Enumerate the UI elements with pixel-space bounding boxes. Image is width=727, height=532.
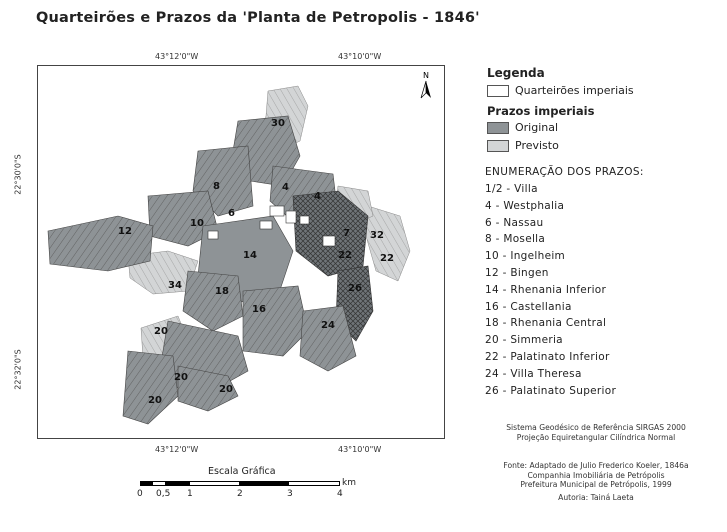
coord-bottom-left: 43°12'0"W: [155, 445, 199, 454]
enumeration-item: 22 - Palatinato Inferior: [485, 350, 610, 363]
credits-source: [478, 461, 714, 490]
enumeration-item: 26 - Palatinato Superior: [485, 384, 617, 397]
map-title: Quarteirões e Prazos da 'Planta de Petropolis - 1846': [36, 10, 480, 26]
enumeration-item: 14 - Rhenania Inferior: [485, 283, 607, 296]
map-label: 10: [190, 218, 204, 229]
credits-line: Companhia Imobiliária de Petrópolis: [527, 470, 665, 480]
previsto-swatch: [487, 140, 509, 152]
legend-previsto-row: [487, 139, 559, 152]
credits-line: Fonte: Adaptado de Julio Frederico Koeler, 1846a: [503, 461, 689, 470]
map-label: 22: [380, 253, 394, 264]
map-label: 22: [338, 250, 352, 261]
enumeration-item: 24 - Villa Theresa: [485, 367, 582, 380]
map-label: 34: [168, 280, 182, 291]
map-label: 4: [282, 182, 289, 193]
map-frame[interactable]: [37, 65, 445, 439]
map-label: 32: [370, 230, 384, 241]
enumeration-item: 12 - Bingen: [485, 266, 549, 279]
map-label: 6: [228, 208, 235, 219]
scale-tick: 2: [237, 489, 243, 499]
enumeration-item: 10 - Ingelheim: [485, 250, 566, 263]
map-label: 20: [148, 395, 162, 406]
scale-bar: [140, 481, 340, 486]
enumeration-item: 18 - Rhenania Central: [485, 317, 607, 330]
scale-unit: km: [342, 478, 356, 488]
enumeration-title: ENUMERAÇÃO DOS PRAZOS:: [485, 166, 644, 178]
map-canvas: [38, 66, 444, 438]
map-label: 14: [243, 250, 257, 261]
enumeration-item: 8 - Mosella: [485, 233, 546, 246]
coord-left-bottom: 22°32'0"S: [13, 349, 23, 390]
legend-prazos-title: Prazos imperiais: [487, 104, 595, 118]
scale-tick: 0: [137, 489, 143, 499]
credits-line: Projeção Equiretangular Cilíndrica Normal: [516, 432, 676, 442]
map-label: 20: [219, 384, 233, 395]
map-label: 18: [215, 286, 229, 297]
scale-label: Escala Gráfica: [208, 466, 276, 477]
credits-author: Autoria: Tainá Laeta: [558, 493, 634, 502]
map-label: 30: [271, 118, 285, 129]
scale-tick: 1: [187, 489, 193, 499]
enumeration-item: 1/2 - Villa: [485, 183, 538, 195]
credits-crs: [478, 423, 714, 442]
original-swatch: [487, 122, 509, 134]
original-areas: [48, 116, 373, 424]
credits-line: Prefeitura Municipal de Petrópolis, 1999: [520, 480, 672, 489]
map-label: 20: [174, 372, 188, 383]
map-label: 26: [348, 283, 362, 294]
enumeration-item: 4 - Westphalia: [485, 199, 565, 212]
north-label: N: [423, 71, 429, 80]
legend-title: Legenda: [487, 66, 545, 80]
scale-tick: 0,5: [156, 489, 171, 499]
map-label: 12: [118, 226, 132, 237]
legend-previsto-label: Previsto: [515, 139, 559, 152]
map-label: 8: [213, 181, 220, 192]
enumeration-list: [485, 181, 616, 399]
scale-tick: 3: [287, 489, 293, 499]
map-label: 24: [321, 320, 335, 331]
blocks-swatch: [487, 85, 509, 97]
enumeration-item: 16 - Castellania: [485, 300, 572, 313]
map-label: 7: [343, 228, 350, 239]
coord-bottom-right: 43°10'0"W: [338, 445, 382, 454]
map-label: 20: [154, 326, 168, 337]
coord-left-top: 22°30'0"S: [13, 154, 23, 195]
legend-blocks-label: Quarteirões imperiais: [515, 84, 634, 97]
legend-original-row: [487, 121, 558, 134]
coord-top-left: 43°12'0"W: [155, 52, 199, 61]
enumeration-item: 20 - Simmeria: [485, 334, 563, 347]
legend-original-label: Original: [515, 121, 559, 134]
map-label: 16: [252, 304, 266, 315]
coord-top-right: 43°10'0"W: [338, 52, 382, 61]
enumeration-item: 6 - Nassau: [485, 216, 544, 229]
scale-tick: 4: [337, 489, 343, 499]
credits-line: Sistema Geodésico de Referência SIRGAS 2000: [506, 423, 686, 432]
map-label: 4: [314, 191, 321, 202]
legend-blocks-row: [487, 84, 634, 97]
